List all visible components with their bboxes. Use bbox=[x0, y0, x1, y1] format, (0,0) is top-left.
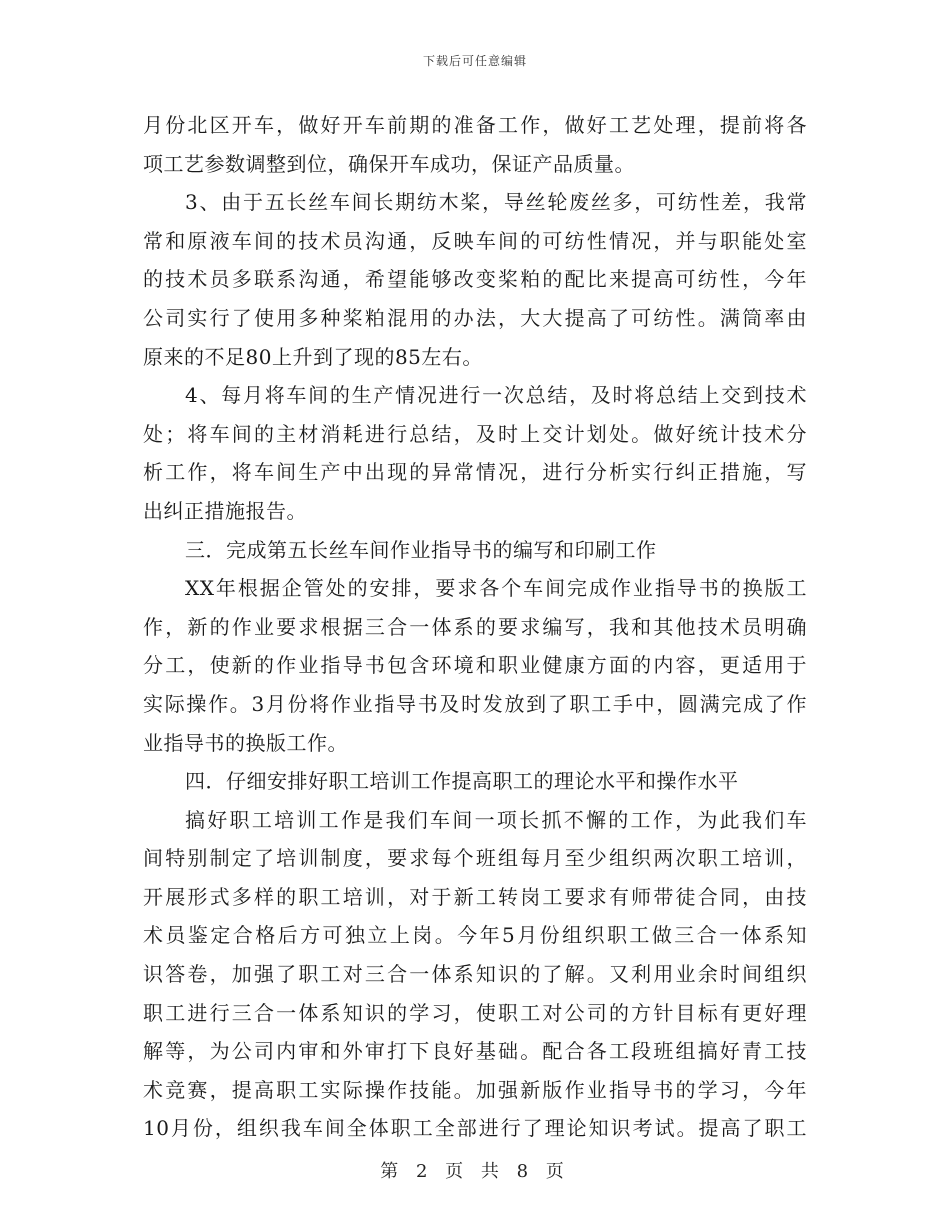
text-line: 三．完成第五长丝车间作业指导书的编写和印刷工作 bbox=[185, 537, 657, 562]
document-body bbox=[143, 106, 807, 1148]
text-line: 10月份，组织我车间全体职工全部进行了理论知识考试。提高了职工 bbox=[143, 1116, 807, 1141]
text-line: 四．仔细安排好职工培训工作提高职工的理论水平和操作水平 bbox=[185, 769, 739, 794]
page-header: 下载后可任意编辑 bbox=[422, 54, 527, 68]
paragraph bbox=[143, 762, 807, 801]
text-line: 4、每月将车间的生产情况进行一次总结，及时将总结上交到技术 bbox=[185, 383, 807, 408]
text-line: 月份北区开车，做好开车前期的准备工作，做好工艺处理，提前将各 bbox=[143, 113, 807, 137]
text-line: 公司实行了使用多种桨粕混用的办法，大大提高了可纺性。满筒率由 bbox=[143, 305, 807, 330]
text-line: 解等，为公司内审和外审打下良好基础。配合各工段班组搞好青工技 bbox=[143, 1039, 807, 1064]
text-line: 开展形式多样的职工培训，对于新工转岗工要求有师带徒合同，由技 bbox=[143, 884, 807, 909]
text-line: 原来的不足80上升到了现的85左右。 bbox=[143, 344, 483, 369]
text-line: 析工作，将车间生产中出现的异常情况，进行分析实行纠正措施，写 bbox=[143, 460, 807, 485]
text-line: 业指导书的换版工作。 bbox=[143, 730, 348, 755]
text-line: 作，新的作业要求根据三合一体系的要求编写，我和其他技术员明确 bbox=[143, 614, 807, 639]
paragraph bbox=[143, 183, 807, 376]
text-line: 常和原液车间的技术员沟通，反映车间的可纺性情况，并与职能处室 bbox=[143, 228, 807, 253]
paragraph bbox=[143, 376, 807, 530]
text-line: 项工艺参数调整到位，确保开车成功，保证产品质量。 bbox=[143, 151, 635, 176]
paragraph bbox=[143, 569, 807, 762]
text-line: 分工，使新的作业指导书包含环境和职业健康方面的内容，更适用于 bbox=[143, 653, 807, 678]
text-line: 的技术员多联系沟通，希望能够改变桨粕的配比来提高可纺性，今年 bbox=[143, 267, 807, 292]
page-footer: 第 2 页 共 8 页 bbox=[380, 1161, 570, 1182]
text-line: 职工进行三合一体系知识的学习，使职工对公司的方针目标有更好理 bbox=[143, 1000, 807, 1025]
paragraph bbox=[143, 106, 807, 183]
text-line: XX年根据企管处的安排，要求各个车间完成作业指导书的换版工 bbox=[185, 576, 807, 601]
paragraph bbox=[143, 531, 807, 570]
text-line: 术竞赛，提高职工实际操作技能。加强新版作业指导书的学习，今年 bbox=[143, 1077, 807, 1102]
text-line: 处；将车间的主材消耗进行总结，及时上交计划处。做好统计技术分 bbox=[143, 421, 807, 446]
text-line: 识答卷，加强了职工对三合一体系知识的了解。又利用业余时间组织 bbox=[143, 962, 807, 987]
text-line: 出纠正措施报告。 bbox=[143, 498, 307, 523]
paragraph bbox=[143, 801, 807, 1148]
text-line: 间特别制定了培训制度，要求每个班组每月至少组织两次职工培训， bbox=[143, 846, 807, 871]
text-line: 3、由于五长丝车间长期纺木桨，导丝轮废丝多，可纺性差，我常 bbox=[185, 190, 807, 215]
text-line: 实际操作。3月份将作业指导书及时发放到了职工手中，圆满完成了作 bbox=[143, 691, 807, 716]
text-line: 术员鉴定合格后方可独立上岗。今年5月份组织职工做三合一体系知 bbox=[143, 923, 807, 948]
text-line: 搞好职工培训工作是我们车间一项长抓不懈的工作，为此我们车 bbox=[185, 807, 807, 832]
